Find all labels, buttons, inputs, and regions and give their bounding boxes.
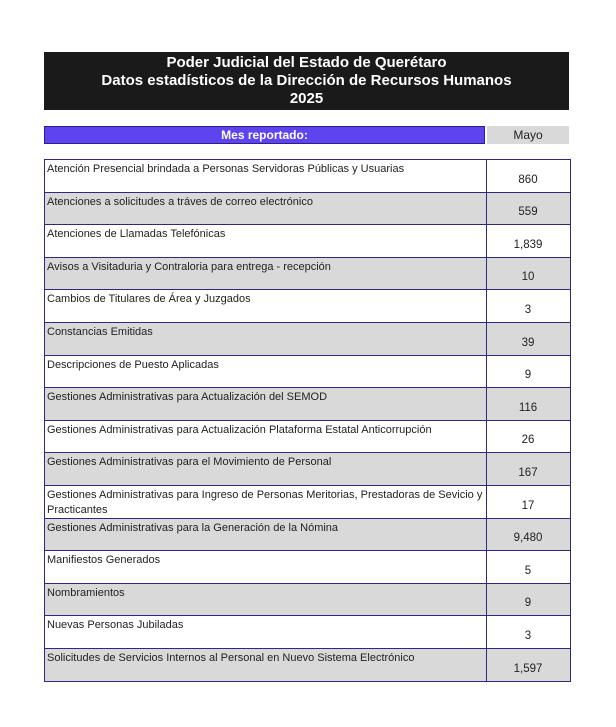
row-value: 860 bbox=[486, 160, 569, 192]
table-row bbox=[45, 323, 570, 356]
table-row bbox=[45, 616, 570, 649]
row-value: 26 bbox=[486, 421, 569, 453]
table-row bbox=[45, 258, 570, 291]
statistics-table bbox=[44, 159, 571, 682]
row-label: Nombramientos bbox=[47, 586, 125, 599]
row-value: 9 bbox=[486, 356, 569, 388]
table-row bbox=[45, 551, 570, 584]
row-label: Descripciones de Puesto Aplicadas bbox=[47, 358, 219, 371]
row-value: 167 bbox=[486, 453, 569, 485]
row-value: 10 bbox=[486, 258, 569, 290]
row-label: Cambios de Titulares de Área y Juzgados bbox=[47, 293, 251, 306]
table-row bbox=[45, 290, 570, 323]
row-value: 5 bbox=[486, 551, 569, 583]
table-row bbox=[45, 421, 570, 454]
row-value: 559 bbox=[486, 193, 569, 225]
reported-month-label: Mes reportado: bbox=[44, 126, 485, 144]
row-value: 1,839 bbox=[486, 225, 569, 257]
reported-month-row bbox=[44, 126, 569, 144]
row-label: Gestiones Administrativas para Actualización del SEMOD bbox=[47, 391, 328, 404]
table-row bbox=[45, 453, 570, 486]
table-row bbox=[45, 388, 570, 421]
header-line-2: Datos estadísticos de la Dirección de Recursos Humanos bbox=[101, 72, 512, 89]
row-label: Constancias Emitidas bbox=[47, 325, 153, 338]
row-label: Gestiones Administrativas para Actualización Plataforma Estatal Anticorrupción bbox=[47, 423, 432, 436]
table-row bbox=[45, 356, 570, 389]
table-row bbox=[45, 486, 570, 519]
header-line-3: 2025 bbox=[289, 90, 324, 107]
row-value: 3 bbox=[486, 290, 569, 322]
row-label: Solicitudes de Servicios Internos al Personal en Nuevo Sistema Electrónico bbox=[47, 651, 415, 664]
table-row bbox=[45, 519, 570, 552]
row-label: Avisos a Visitaduria y Contraloria para entrega - recepción bbox=[47, 260, 331, 273]
row-value: 39 bbox=[486, 323, 569, 355]
row-value: 17 bbox=[486, 486, 569, 518]
row-label: Atenciones de Llamadas Telefónicas bbox=[47, 228, 226, 241]
table-row bbox=[45, 193, 570, 226]
row-label: Manifiestos Generados bbox=[47, 554, 161, 567]
report-header bbox=[44, 52, 569, 110]
row-label: Atención Presencial brindada a Personas Servidoras Públicas y Usuarias bbox=[47, 163, 405, 175]
header-line-1: Poder Judicial del Estado de Querétaro bbox=[166, 54, 447, 71]
table-row bbox=[45, 225, 570, 258]
table-row bbox=[45, 584, 570, 617]
row-label: Gestiones Administrativas para la Generación de la Nómina bbox=[47, 521, 339, 534]
table-row bbox=[45, 160, 570, 193]
row-value: 9 bbox=[486, 584, 569, 616]
row-label: Gestiones Administrativas para el Movimiento de Personal bbox=[47, 456, 332, 469]
row-label: Atenciones a solicitudes a tráves de correo electrónico bbox=[47, 195, 313, 208]
row-label: Gestiones Administrativas para Ingreso de Personas Meritorias, Prestadoras de Sevicio y Practicantes bbox=[47, 488, 483, 516]
row-value: 1,597 bbox=[486, 649, 569, 681]
row-value: 3 bbox=[486, 616, 569, 648]
row-value: 9,480 bbox=[486, 519, 569, 551]
reported-month-value: Mayo bbox=[487, 126, 569, 144]
row-value: 116 bbox=[486, 388, 569, 420]
table-row bbox=[45, 649, 570, 682]
row-label: Nuevas Personas Jubiladas bbox=[47, 619, 184, 632]
